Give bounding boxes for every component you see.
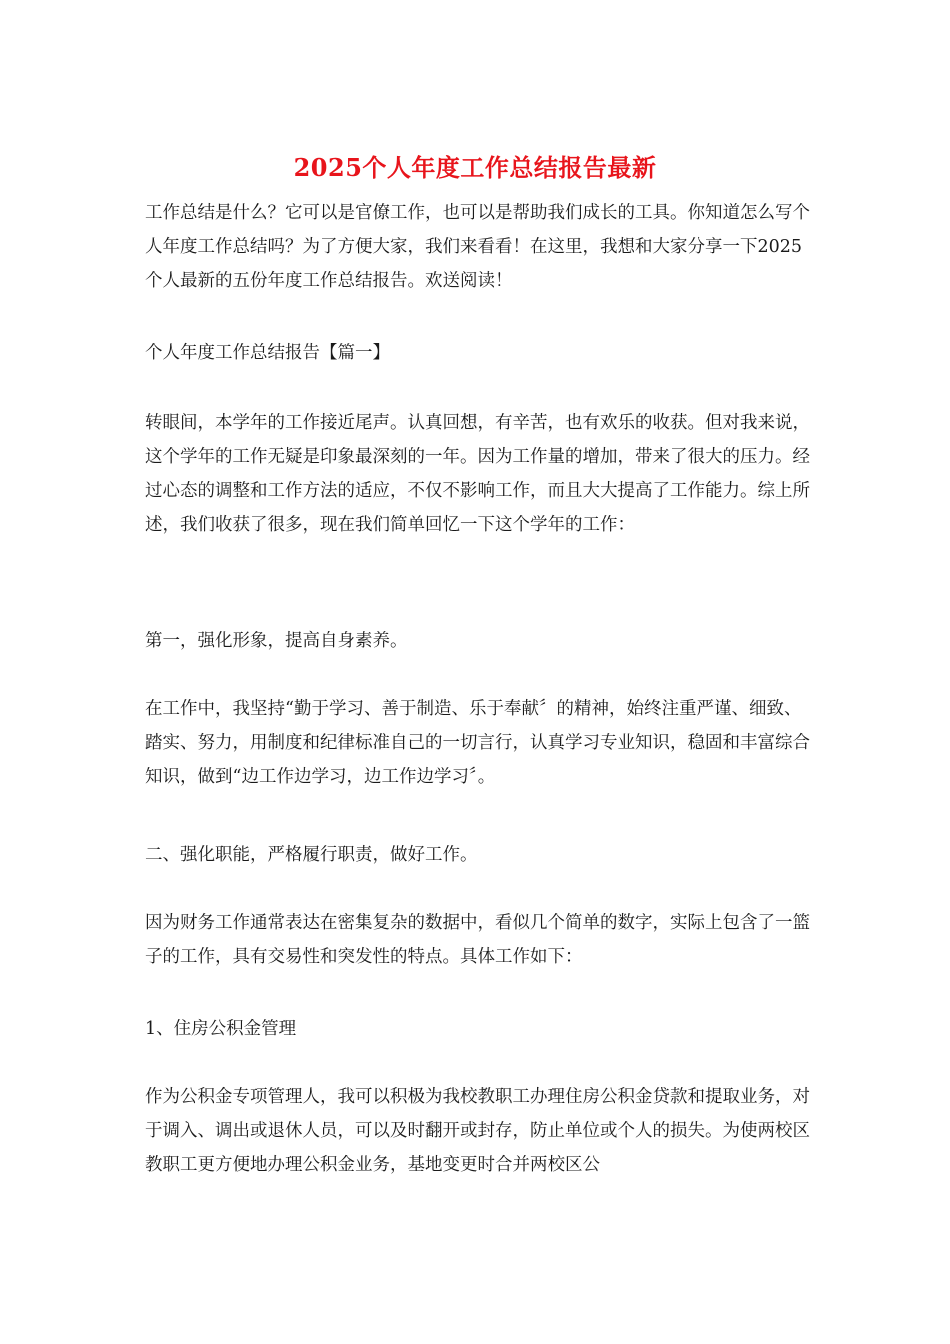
intro-paragraph: 工作总结是什么？它可以是官僚工作，也可以是帮助我们成长的工具。你知道怎么写个人年度工作总结吗？为了方便大家，我们来看看！在这里，我想和大家分享一下2025个人最新的五份年度工作总结报告。欢送阅读！	[145, 203, 810, 291]
body-paragraph: 因为财务工作通常表达在密集复杂的数据中，看似几个简单的数字，实际上包含了一篮子的工作，具有交易性和突发性的特点。具体工作如下：	[145, 913, 810, 967]
body-paragraph: 在工作中，我坚持“勤于学习、善于制造、乐于奉献〞的精神，始终注重严谨、细致、踏实、努力，用制度和纪律标准自己的一切言行，认真学习专业知识，稳固和丰富综合知识，做到“边工作边学习，边工作边学习〞。	[145, 699, 810, 787]
subheading-first: 第一，强化形象，提高自身素养。	[145, 631, 408, 651]
subheading-housing-fund: 1、住房公积金管理	[145, 1019, 297, 1039]
section-heading-part-one: 个人年度工作总结报告【篇一】	[145, 343, 390, 363]
body-paragraph: 作为公积金专项管理人，我可以积极为我校教职工办理住房公积金贷款和提取业务，对于调入、调出或退休人员，可以及时翻开或封存，防止单位或个人的损失。为使两校区教职工更方便地办理公积金业务，基地变更时合并两校区公	[145, 1087, 810, 1175]
subheading-second: 二、强化职能，严格履行职责，做好工作。	[145, 845, 478, 865]
document-title: 2025个人年度工作总结报告最新	[293, 153, 657, 182]
body-paragraph: 转眼间，本学年的工作接近尾声。认真回想，有辛苦，也有欢乐的收获。但对我来说，这个学年的工作无疑是印象最深刻的一年。因为工作量的增加，带来了很大的压力。经过心态的调整和工作方法的适应，不仅不影响工作，而且大大提高了工作能力。综上所述，我们收获了很多，现在我们简单回忆一下这个学年的工作：	[145, 413, 810, 535]
